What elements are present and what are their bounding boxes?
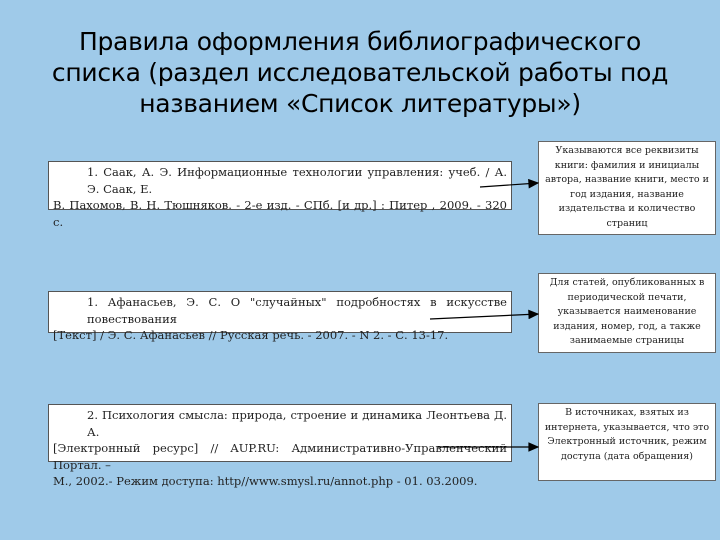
reference-line: [Текст] / Э. С. Афанасьев // Русская речь. - 2007. - N 2. - С. 13-17. [53,328,449,342]
reference-line: В. Пахомов, В. Н. Тюшняков. - 2-е изд. - СПб. [и др.] : Питер , 2009. - 320 с. [53,198,507,229]
note-web: В источниках, взятых из интернета, указывается, что это Электронный источник, режим доступа (дата обращения) [538,403,716,481]
reference-line: М., 2002.- Режим доступа: http//www.smysl.ru/annot.php - 01. 03.2009. [53,474,478,488]
arrow-to-article [430,314,538,319]
reference-line: 1. Саак, А. Э. Информационные технологии управления: учеб. / А. Э. Саак, Е. [87,165,507,196]
reference-line: 1. Афанасьев, Э. С. О "случайных" подробностях в искусстве повествования [87,295,507,326]
title-line-1: Правила оформления библиографического [78,27,642,56]
reference-line: [Электронный ресурс] // AUP.RU: Административно-Управленческий Портал. – [53,441,507,472]
arrow-to-book [480,183,538,187]
title-line-2: списка (раздел исследовательской работы под [51,58,669,87]
note-book: Указываются все реквизиты книги: фамилия и инициалы автора, название книги, место и год издания, название издательства и количество страниц [538,141,716,235]
title-line-3: названием «Список литературы») [139,89,581,118]
reference-line: 2. Психология смысла: природа, строение и динамика Леонтьева Д. А. [87,408,507,439]
note-article: Для статей, опубликованных в периодической печати, указывается наименование издания, номер, год, а также занимаемые страницы [538,273,716,353]
